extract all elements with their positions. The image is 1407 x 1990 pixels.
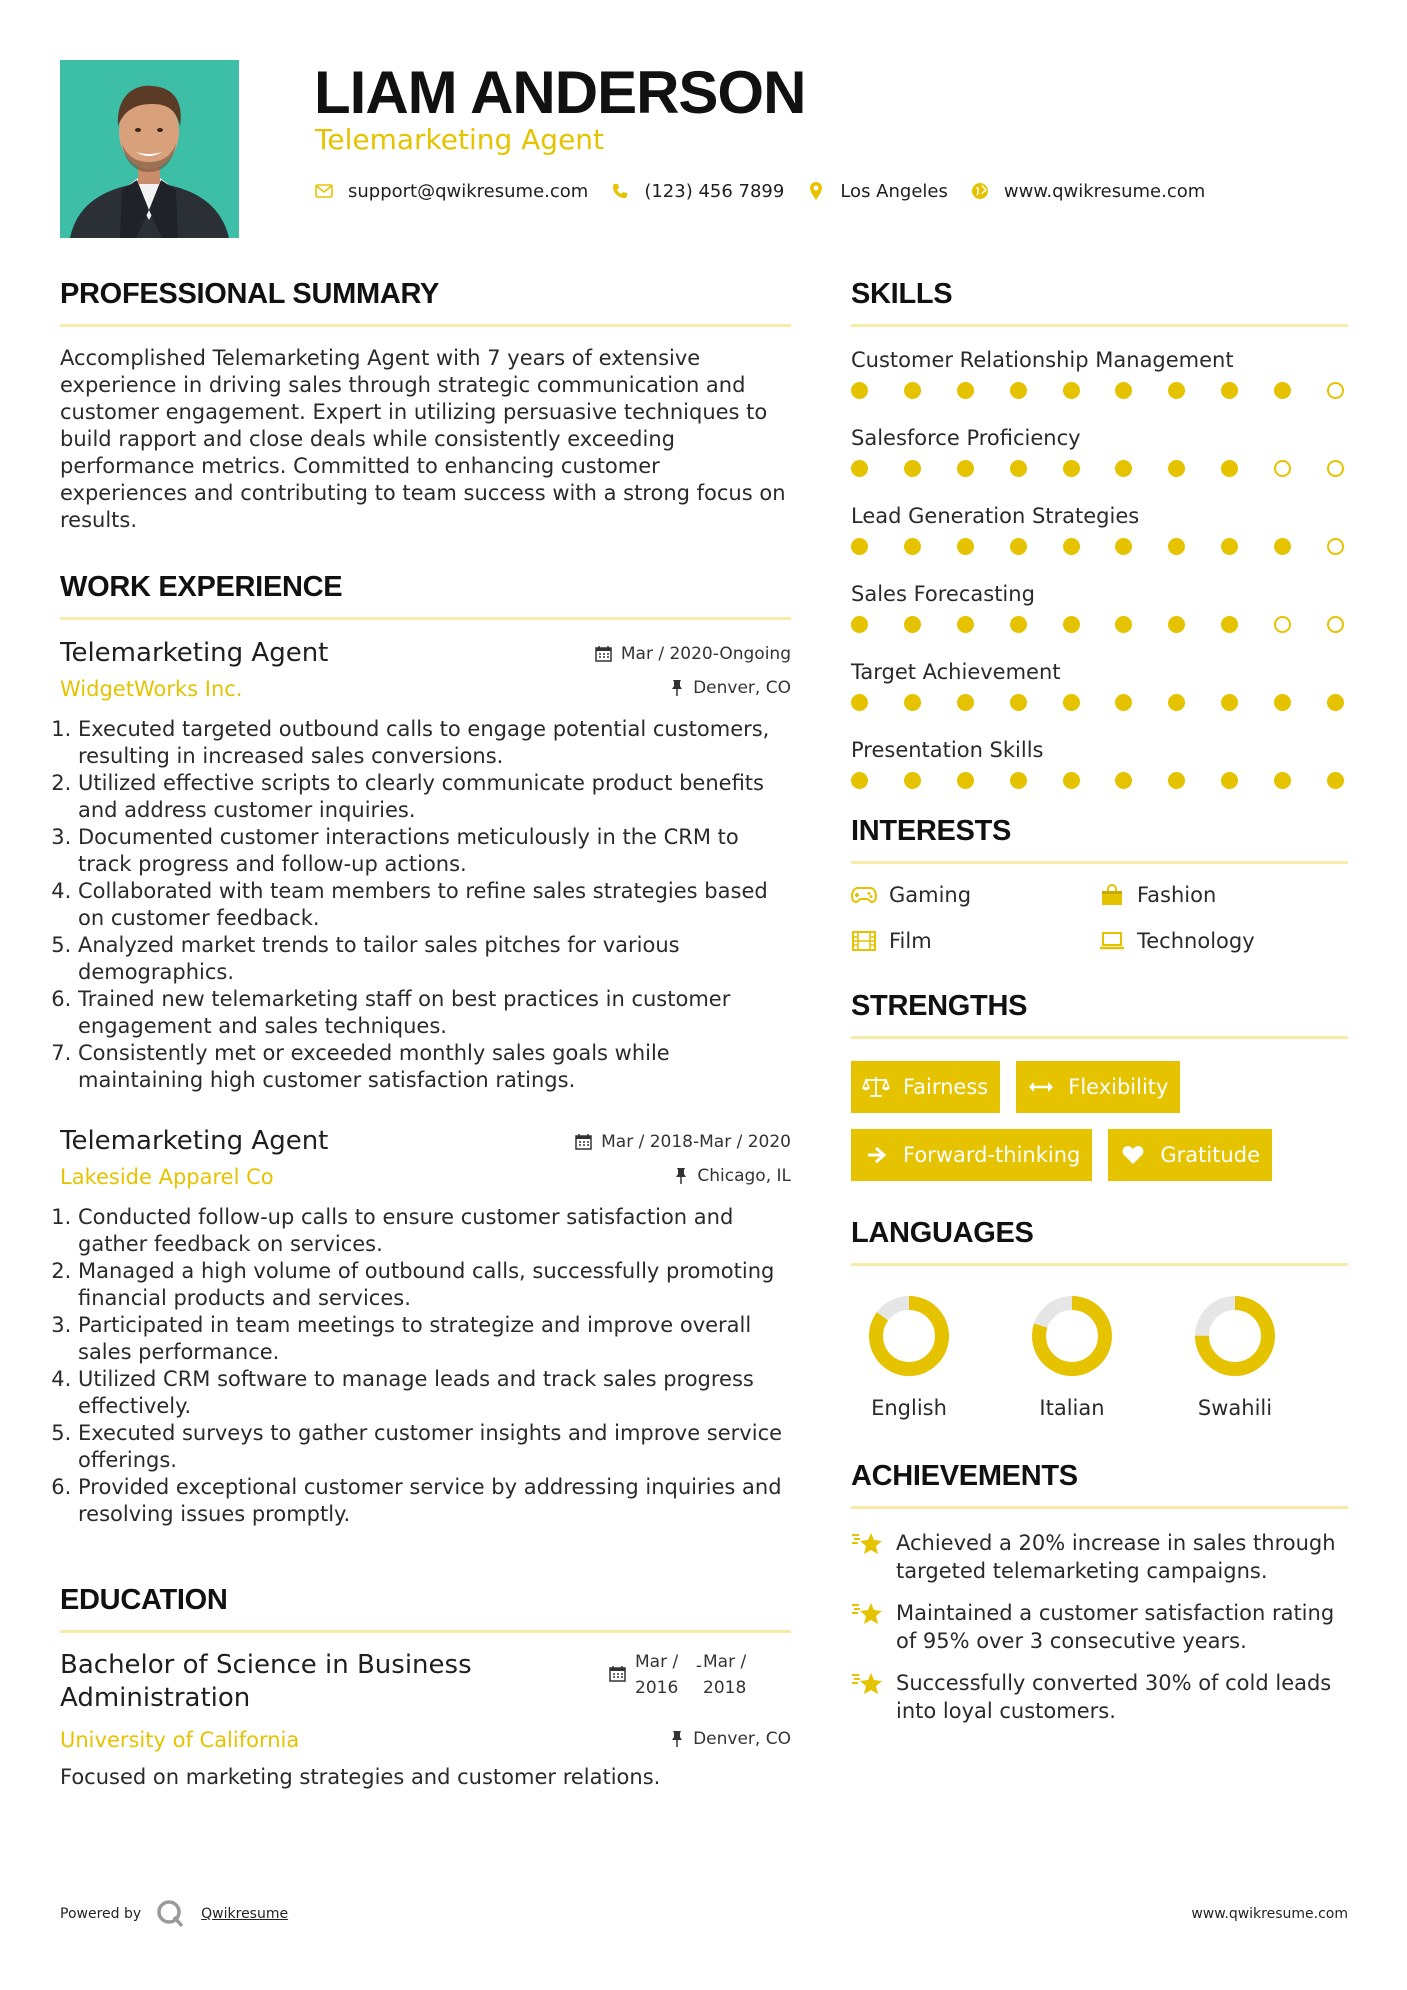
- rating-dot-filled: [1010, 460, 1027, 477]
- language-ring: [867, 1294, 951, 1378]
- qwikresume-logo-icon: [155, 1898, 187, 1930]
- heart-icon: [1118, 1144, 1148, 1166]
- rating-dot-filled: [851, 694, 868, 711]
- language-ring: [1030, 1294, 1114, 1378]
- rating-dot-filled: [957, 694, 974, 711]
- left-column: [60, 278, 791, 1791]
- star-award-icon: [851, 1529, 885, 1559]
- balance-scale-icon: [861, 1076, 891, 1098]
- job-location: [671, 678, 791, 698]
- skill-rating: [851, 772, 1348, 789]
- duty-item: 5. Analyzed market trends to tailor sales pitches for various demographics.: [78, 932, 791, 986]
- company-name: WidgetWorks Inc.: [60, 677, 243, 701]
- pushpin-icon: [675, 1167, 689, 1185]
- map-pin-icon: [806, 181, 826, 201]
- rating-dot-filled: [904, 772, 921, 789]
- rating-dot-filled: [1274, 538, 1291, 555]
- skill-rating: [851, 538, 1348, 555]
- skill-name: Lead Generation Strategies: [851, 504, 1140, 528]
- section-divider: [851, 1506, 1348, 1509]
- rating-dot-filled: [1063, 382, 1080, 399]
- duty-item: 1. Executed targeted outbound calls to engage potential customers, resulting in increased sales conversions.: [78, 716, 791, 770]
- strengths-list: [851, 1061, 1348, 1181]
- achievement-text: Maintained a customer satisfaction rating of 95% over 3 consecutive years.: [896, 1601, 1335, 1653]
- section-divider: [60, 1630, 791, 1633]
- date-separator: -: [695, 1656, 703, 1676]
- skill-item: [851, 347, 1348, 399]
- job-entry: [60, 1124, 791, 1528]
- rating-dot-filled: [851, 460, 868, 477]
- achievement-item: [851, 1529, 1348, 1585]
- rating-dot-filled: [1274, 772, 1291, 789]
- rating-dot-filled: [1063, 616, 1080, 633]
- duty-item: 6. Trained new telemarketing staff on best practices in customer engagement and sales techniques.: [78, 986, 791, 1040]
- rating-dot-filled: [1010, 772, 1027, 789]
- strength-badge: [1108, 1129, 1272, 1181]
- film-icon: [851, 930, 877, 952]
- rating-dot-filled: [1221, 538, 1238, 555]
- skill-rating: [851, 616, 1348, 633]
- degree-title: Bachelor of Science in Business Administration: [60, 1650, 472, 1713]
- rating-dot-filled: [1221, 616, 1238, 633]
- section-divider: [851, 1036, 1348, 1039]
- rating-dot-filled: [1168, 694, 1185, 711]
- languages-section: [851, 1217, 1348, 1420]
- language-ring: [1193, 1294, 1277, 1378]
- rating-dot-filled: [1221, 694, 1238, 711]
- phone-icon: [610, 181, 630, 201]
- interest-item: [851, 926, 1099, 956]
- rating-dot-filled: [1327, 694, 1344, 711]
- profile-photo: [60, 60, 239, 238]
- rating-dot-filled: [1274, 382, 1291, 399]
- contact-bar: [314, 178, 1205, 204]
- star-award-icon: [851, 1669, 885, 1699]
- education-dates: [609, 1649, 763, 1701]
- rating-dot-empty: [1274, 460, 1291, 477]
- experience-section: [60, 571, 791, 1528]
- rating-dot-filled: [1010, 694, 1027, 711]
- skill-name: Customer Relationship Management: [851, 348, 1234, 372]
- skill-name: Sales Forecasting: [851, 582, 1035, 606]
- achievements-list: [851, 1529, 1348, 1725]
- contact-website[interactable]: [970, 181, 1205, 202]
- education-end-year: 2018: [703, 1678, 747, 1698]
- rating-dot-filled: [1115, 382, 1132, 399]
- education-start-month: Mar /: [635, 1652, 679, 1672]
- rating-dot-filled: [957, 772, 974, 789]
- rating-dot-filled: [1010, 382, 1027, 399]
- pushpin-icon: [671, 1730, 685, 1748]
- shopping-bag-icon: [1099, 884, 1125, 906]
- strength-label: Flexibility: [1068, 1075, 1169, 1099]
- laptop-icon: [1099, 930, 1125, 952]
- education-location: [671, 1729, 791, 1749]
- education-location-text: Denver, CO: [693, 1729, 791, 1749]
- language-name: Swahili: [1197, 1396, 1273, 1420]
- skill-item: [851, 659, 1348, 711]
- achievements-section: [851, 1460, 1348, 1725]
- skill-name: Salesforce Proficiency: [851, 426, 1081, 450]
- contact-email-text: support@qwikresume.com: [348, 180, 589, 202]
- envelope-icon: [314, 181, 334, 201]
- strength-label: Forward-thinking: [903, 1143, 1081, 1167]
- experience-heading: WORK EXPERIENCE: [60, 571, 343, 603]
- language-item: [859, 1294, 1022, 1420]
- footer-website-link[interactable]: www.qwikresume.com: [1191, 1906, 1348, 1922]
- school-name: University of California: [60, 1728, 300, 1752]
- section-divider: [851, 861, 1348, 864]
- interest-label: Film: [889, 929, 932, 953]
- contact-location-text: Los Angeles: [840, 180, 948, 202]
- rating-dot-filled: [1327, 772, 1344, 789]
- rating-dot-filled: [957, 538, 974, 555]
- rating-dot-filled: [851, 772, 868, 789]
- rating-dot-filled: [1063, 694, 1080, 711]
- rating-dot-filled: [1010, 616, 1027, 633]
- skill-item: [851, 581, 1348, 633]
- rating-dot-filled: [851, 616, 868, 633]
- language-item: [1185, 1294, 1348, 1420]
- job-dates: [595, 644, 791, 664]
- section-divider: [60, 324, 791, 327]
- duty-item: 4. Utilized CRM software to manage leads and track sales progress effectively.: [78, 1366, 791, 1420]
- contact-location: [806, 181, 948, 202]
- rating-dot-empty: [1327, 538, 1344, 555]
- rating-dot-filled: [1115, 460, 1132, 477]
- interests-list: [851, 880, 1348, 956]
- job-title: Telemarketing Agent: [60, 1126, 329, 1156]
- interest-item: [1099, 880, 1348, 910]
- rating-dot-filled: [1115, 538, 1132, 555]
- rating-dot-filled: [957, 382, 974, 399]
- contact-website-text: www.qwikresume.com: [1003, 180, 1206, 202]
- company-name: Lakeside Apparel Co: [60, 1165, 274, 1189]
- interest-label: Gaming: [889, 883, 972, 907]
- job-dates-text: Mar / 2018-Mar / 2020: [601, 1132, 791, 1152]
- rating-dot-filled: [957, 460, 974, 477]
- duty-item: 2. Utilized effective scripts to clearly communicate product benefits and address customer inquiries.: [78, 770, 791, 824]
- job-location-text: Denver, CO: [693, 678, 791, 698]
- strength-label: Fairness: [903, 1075, 989, 1099]
- skill-name: Target Achievement: [851, 660, 1061, 684]
- strengths-heading: STRENGTHS: [851, 990, 1028, 1022]
- brand-link[interactable]: Qwikresume: [201, 1906, 289, 1922]
- rating-dot-filled: [1063, 538, 1080, 555]
- strength-badge: [1016, 1061, 1180, 1113]
- rating-dot-empty: [1327, 616, 1344, 633]
- rating-dot-filled: [904, 460, 921, 477]
- interest-label: Technology: [1137, 929, 1255, 953]
- education-start: [635, 1649, 695, 1701]
- rating-dot-filled: [904, 382, 921, 399]
- rating-dot-filled: [1168, 382, 1185, 399]
- rating-dot-filled: [1115, 772, 1132, 789]
- language-name: Italian: [1039, 1396, 1105, 1420]
- achievement-item: [851, 1669, 1348, 1725]
- rating-dot-filled: [1063, 772, 1080, 789]
- job-location: [675, 1166, 791, 1186]
- duty-item: 2. Managed a high volume of outbound calls, successfully promoting financial products and services.: [78, 1258, 791, 1312]
- candidate-title: Telemarketing Agent: [315, 123, 605, 156]
- summary-section: [60, 278, 791, 534]
- skills-section: [851, 278, 1348, 789]
- education-heading: EDUCATION: [60, 1584, 228, 1616]
- job-location-text: Chicago, IL: [697, 1166, 791, 1186]
- education-end-month: Mar /: [703, 1652, 747, 1672]
- calendar-icon: [595, 645, 613, 663]
- arrows-horizontal-icon: [1026, 1076, 1056, 1098]
- duty-item: 4. Collaborated with team members to refine sales strategies based on customer feedback.: [78, 878, 791, 932]
- languages-list: [851, 1294, 1348, 1420]
- contact-phone[interactable]: [610, 181, 784, 202]
- skill-rating: [851, 460, 1348, 477]
- skill-item: [851, 425, 1348, 477]
- contact-phone-text: (123) 456 7899: [644, 180, 785, 202]
- rating-dot-empty: [1327, 382, 1344, 399]
- duty-item: 7. Consistently met or exceeded monthly sales goals while maintaining high customer satisfaction ratings.: [78, 1040, 791, 1094]
- footer-branding: [60, 1898, 288, 1930]
- skill-rating: [851, 382, 1348, 399]
- rating-dot-filled: [851, 538, 868, 555]
- education-start-year: 2016: [635, 1678, 679, 1698]
- section-divider: [851, 1263, 1348, 1266]
- powered-by-label: Powered by: [60, 1906, 142, 1922]
- rating-dot-filled: [1221, 772, 1238, 789]
- strength-label: Gratitude: [1160, 1143, 1260, 1167]
- rating-dot-filled: [1221, 382, 1238, 399]
- rating-dot-filled: [904, 616, 921, 633]
- education-end: [703, 1649, 763, 1701]
- duty-item: 3. Participated in team meetings to strategize and improve overall sales performance.: [78, 1312, 791, 1366]
- summary-text: Accomplished Telemarketing Agent with 7 years of extensive experience in driving sales through strategic communication and customer engagement. Expert in utilizing persuasive techniques to build rapport and close deals while consistently exceeding performance metrics. Committed to enhancing customer experiences and contributing to team success with a strong focus on results.: [60, 346, 786, 532]
- job-entry: [60, 636, 791, 1094]
- rating-dot-filled: [1168, 538, 1185, 555]
- strength-badge: [851, 1061, 1000, 1113]
- job-dates: [575, 1132, 791, 1152]
- achievement-text: Successfully converted 30% of cold leads into loyal customers.: [896, 1671, 1332, 1723]
- skill-rating: [851, 694, 1348, 711]
- skills-heading: SKILLS: [851, 278, 953, 310]
- education-entry: [60, 1649, 791, 1791]
- duty-item: 3. Documented customer interactions meticulously in the CRM to track progress and follow-up actions.: [78, 824, 791, 878]
- job-dates-text: Mar / 2020-Ongoing: [620, 644, 791, 664]
- interests-heading: INTERESTS: [851, 815, 1012, 847]
- language-item: [1022, 1294, 1185, 1420]
- education-note: Focused on marketing strategies and customer relations.: [60, 1765, 661, 1789]
- pushpin-icon: [671, 679, 685, 697]
- contact-email[interactable]: [314, 181, 588, 202]
- section-divider: [851, 324, 1348, 327]
- rating-dot-filled: [1221, 460, 1238, 477]
- achievement-item: [851, 1599, 1348, 1655]
- job-title: Telemarketing Agent: [60, 638, 329, 668]
- calendar-icon: [575, 1133, 593, 1151]
- achievement-text: Achieved a 20% increase in sales through targeted telemarketing campaigns.: [896, 1531, 1336, 1583]
- rating-dot-empty: [1274, 616, 1291, 633]
- achievements-heading: ACHIEVEMENTS: [851, 1460, 1078, 1492]
- duty-item: 5. Executed surveys to gather customer insights and improve service offerings.: [78, 1420, 791, 1474]
- skill-item: [851, 737, 1348, 789]
- rating-dot-filled: [1168, 616, 1185, 633]
- star-award-icon: [851, 1599, 885, 1629]
- rating-dot-filled: [1115, 616, 1132, 633]
- right-column: [851, 278, 1348, 1739]
- duty-list: [60, 716, 791, 1094]
- duty-item: 6. Provided exceptional customer service by addressing inquiries and resolving issues promptly.: [78, 1474, 791, 1528]
- rating-dot-filled: [851, 382, 868, 399]
- skill-name: Presentation Skills: [851, 738, 1044, 762]
- arrow-right-icon: [861, 1144, 891, 1166]
- skill-item: [851, 503, 1348, 555]
- rating-dot-filled: [904, 538, 921, 555]
- languages-heading: LANGUAGES: [851, 1217, 1034, 1249]
- interest-item: [1099, 926, 1348, 956]
- duty-item: 1. Conducted follow-up calls to ensure customer satisfaction and gather feedback on services.: [78, 1204, 791, 1258]
- language-name: English: [871, 1396, 947, 1420]
- rating-dot-filled: [1274, 694, 1291, 711]
- section-divider: [60, 617, 791, 620]
- candidate-name: LIAM ANDERSON: [314, 59, 806, 126]
- rating-dot-filled: [1010, 538, 1027, 555]
- skills-list: [851, 347, 1348, 789]
- rating-dot-filled: [957, 616, 974, 633]
- rating-dot-filled: [1168, 460, 1185, 477]
- interest-item: [851, 880, 1099, 910]
- rating-dot-filled: [904, 694, 921, 711]
- rating-dot-filled: [1168, 772, 1185, 789]
- rating-dot-filled: [1115, 694, 1132, 711]
- calendar-icon: [609, 1665, 627, 1683]
- interests-section: [851, 815, 1348, 956]
- globe-icon: [970, 181, 990, 201]
- rating-dot-empty: [1327, 460, 1344, 477]
- gamepad-icon: [851, 884, 877, 906]
- duty-list: [60, 1204, 791, 1528]
- summary-heading: PROFESSIONAL SUMMARY: [60, 278, 440, 310]
- interest-label: Fashion: [1137, 883, 1217, 907]
- strengths-section: [851, 990, 1348, 1181]
- rating-dot-filled: [1063, 460, 1080, 477]
- education-section: [60, 1584, 791, 1791]
- strength-badge: [851, 1129, 1092, 1181]
